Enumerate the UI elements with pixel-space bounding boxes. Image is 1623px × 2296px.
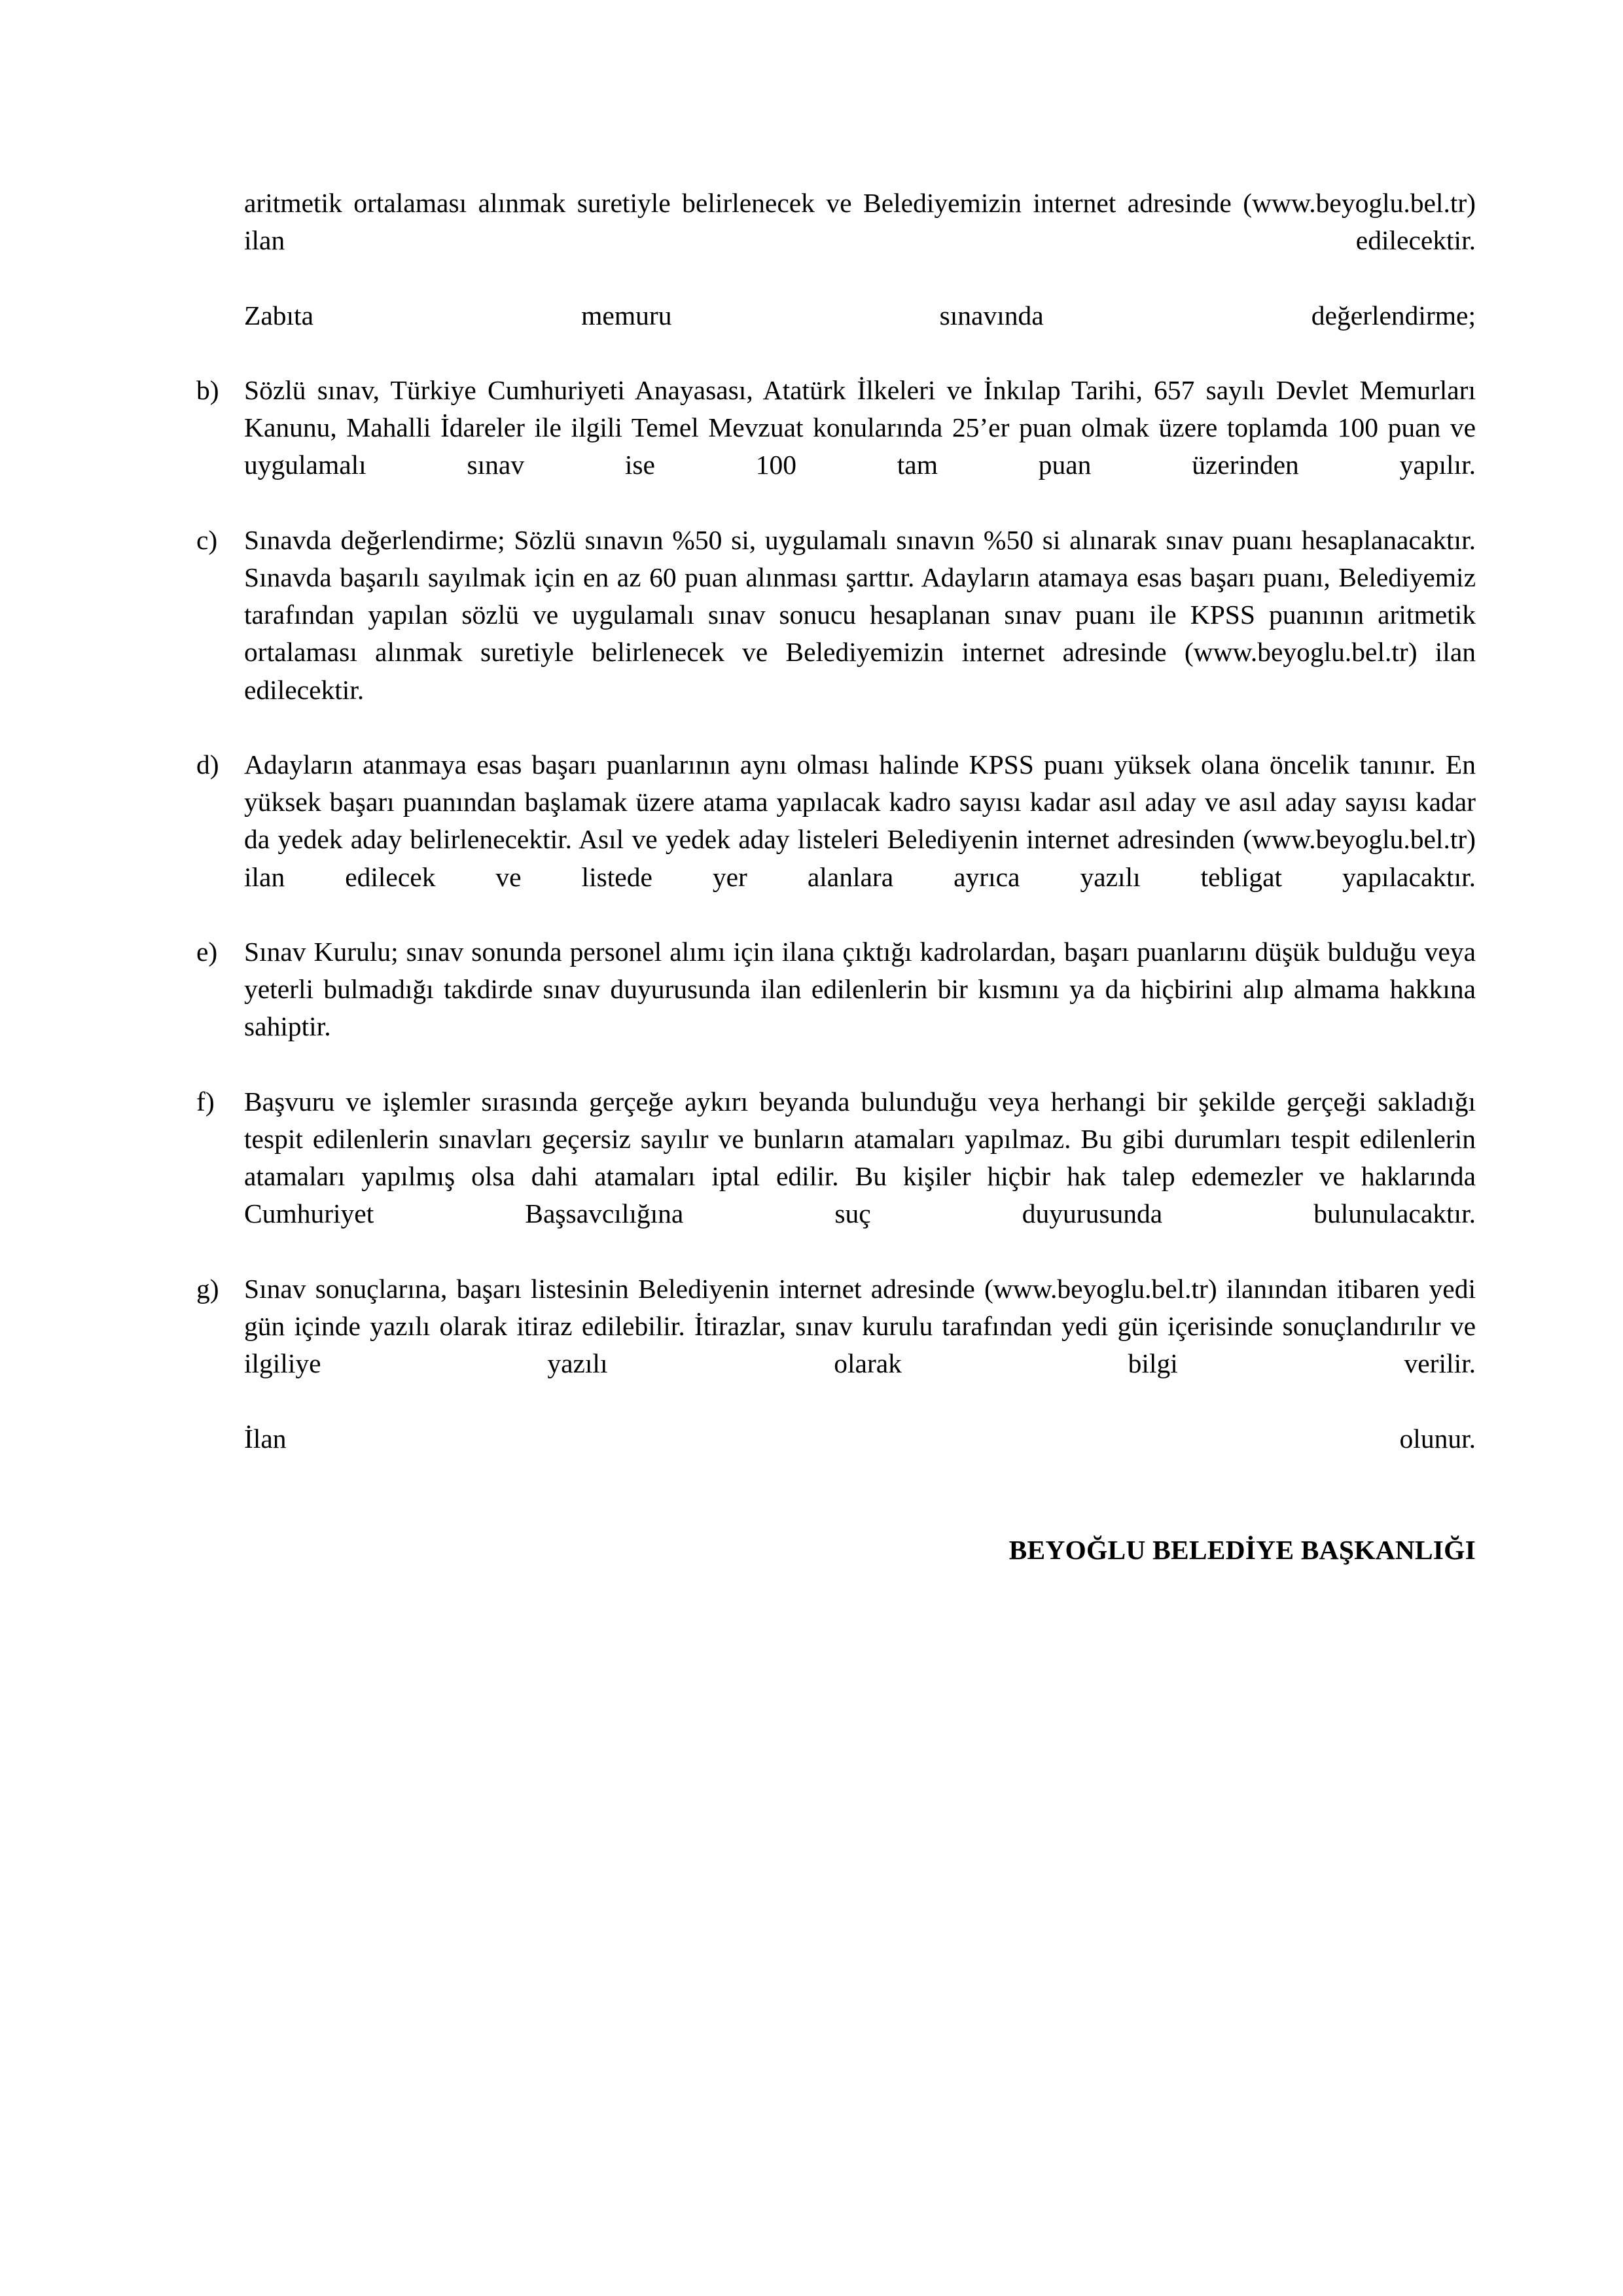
list-marker: e): [196, 937, 218, 967]
list-marker: b): [196, 375, 219, 406]
signature-line: BEYOĞLU BELEDİYE BAŞKANLIĞI: [1008, 1535, 1476, 1566]
list-marker: f): [196, 1086, 215, 1117]
list-item-text: Sınav Kurulu; sınav sonunda personel alımı için ilana çıktığı kadrolardan, başarı puanlarını düşük bulduğu veya yeterli bulmadığı takdirde sınav duyurusunda ilan edilenlerin bir kısmını ya da hiçbirini alıp almama hakkına sahiptir.: [244, 937, 1476, 1042]
list-marker: c): [196, 524, 218, 555]
list-item-text: Sınav sonuçlarına, başarı listesinin Belediyenin internet adresinde (www.beyoglu.bel.tr) ilanından itibaren yedi gün içinde yazılı olarak itiraz edilebilir. İtirazlar, sınav kurulu tarafından yedi gün içerisinde sonuçlandırılır ve ilgiliye yazılı olarak bilgi verilir.: [244, 1273, 1476, 1379]
intro-paragraph-1: aritmetik ortalaması alınmak suretiyle belirlenecek ve Belediyemizin internet adresinde (www.beyoglu.bel.tr) ilan edilecektir.: [244, 188, 1476, 256]
list-item: [196, 1270, 1476, 1420]
document-body: [196, 185, 1476, 1596]
list-item: [196, 372, 1476, 522]
list-item: [196, 522, 1476, 746]
closing-line: İlan olunur.: [244, 1423, 1476, 1454]
list-marker: g): [196, 1273, 219, 1304]
list-item-text: Sınavda değerlendirme; Sözlü sınavın %50 si, uygulamalı sınavın %50 si alınarak sınav puanı hesaplanacaktır. Sınavda başarılı sayılmak için en az 60 puan alınması şarttır. Adayların atamaya esas başarı puanı, Belediyemiz tarafından yapılan sözlü ve uygulamalı sınav sonucu hesaplanan sınav puanı ile KPSS puanının aritmetik ortalaması alınmak suretiyle belirlenecek ve Belediyemizin internet adresinde (www.beyoglu.bel.tr) ilan edilecektir.: [244, 524, 1476, 705]
intro-paragraph-2: Zabıta memuru sınavında değerlendirme;: [244, 300, 1476, 331]
list-item: [196, 933, 1476, 1083]
list-marker: d): [196, 749, 219, 780]
list-item: [196, 1083, 1476, 1270]
list-item-text: Başvuru ve işlemler sırasında gerçeğe aykırı beyanda bulunduğu veya herhangi bir şekilde gerçeği sakladığı tespit edilenlerin sınavları geçersiz sayılır ve bunların atamaları yapılmaz. Bu gibi durumları tespit edilenlerin atamaları yapılmış olsa dahi atamaları iptal edilir. Bu kişiler hiçbir hak talep edemezler ve haklarında Cumhuriyet Başsavcılığına suç duyurusunda bulunulacaktır.: [244, 1086, 1476, 1229]
list-item-text: Sözlü sınav, Türkiye Cumhuriyeti Anayasası, Atatürk İlkeleri ve İnkılap Tarihi, 657 sayılı Devlet Memurları Kanunu, Mahalli İdareler ile ilgili Temel Mevzuat konularında 25’er puan olmak üzere toplamda 100 puan ve uygulamalı sınav ise 100 tam puan üzerinden yapılır.: [244, 375, 1476, 480]
list-item-text: Adayların atanmaya esas başarı puanlarının aynı olması halinde KPSS puanı yüksek olana öncelik tanınır. En yüksek başarı puanından başlamak üzere atama yapılacak kadro sayısı kadar asıl aday ve asıl aday sayısı kadar da yedek aday belirlenecektir. Asıl ve yedek aday listeleri Belediyenin internet adresinden (www.beyoglu.bel.tr) ilan edilecek ve listede yer alanlara ayrıca yazılı tebligat yapılacaktır.: [244, 749, 1476, 892]
list-item: [196, 746, 1476, 933]
